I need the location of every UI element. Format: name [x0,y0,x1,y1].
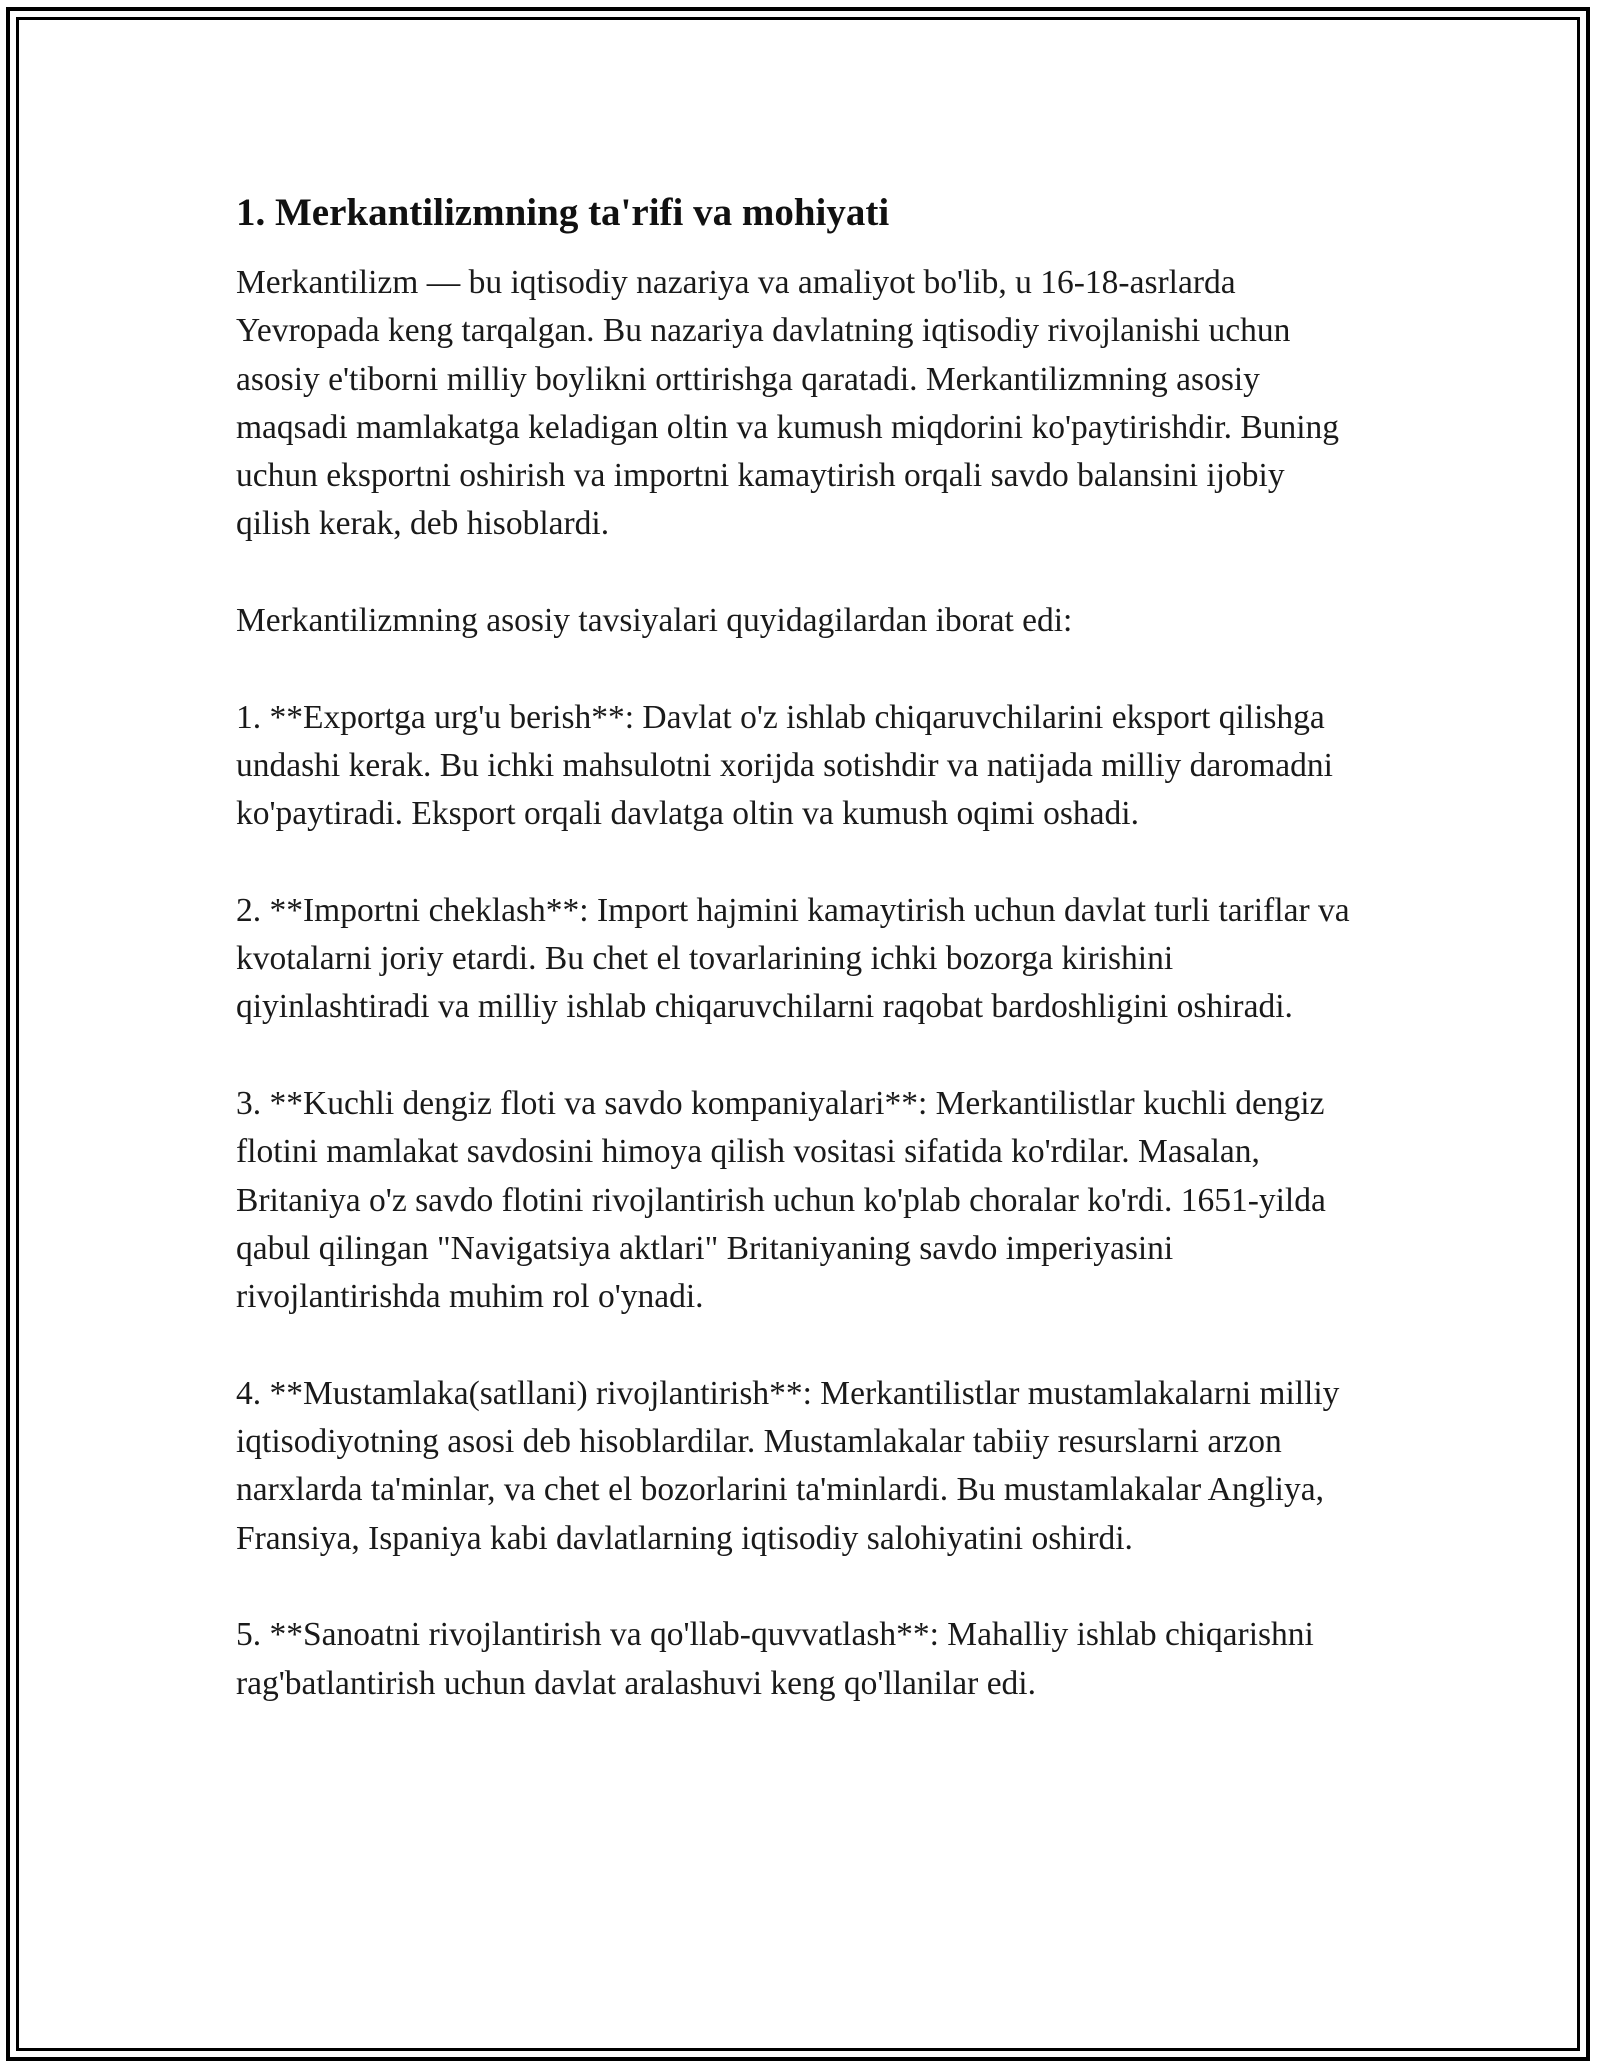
paragraph-recommendations-lead: Merkantilizmning asosiy tavsiyalari quyidagilardan iborat edi: [236,602,1073,640]
list-item-colonies: 4. **Mustamlaka(satllani) rivojlantirish**: Merkantilistlar mustamlakalarni milliy iqtisodiyotning asosi deb hisoblardilar. Mustamlakalar tabiiy resurslarni arzon narxlarda ta'minlar, va chet el bozorlarini ta'minlardi. Bu mustamlakalar Angliya, Fransiya, Ispaniya kabi davlatlarning iqtisodiy salohiyatini oshirdi. [236,1374,1340,1557]
list-item-industry: 5. **Sanoatni rivojlantirish va qo'llab-quvvatlash**: Mahalliy ishlab chiqarishni rag'batlantirish uchun davlat aralashuvi keng qo'llanilar edi. [236,1616,1314,1702]
list-item-navy-trade: 3. **Kuchli dengiz floti va savdo kompaniyalari**: Merkantilistlar kuchli dengiz flotini mamlakat savdosini himoya qilish vositasi sifatida ko'rdilar. Masalan, Britaniya o'z savdo flotini rivojlantirish uchun ko'plab choralar ko'rdi. 1651-yilda qabul qilingan "Navigatsiya aktlari" Britaniyaning savdo imperiyasini rivojlantirishda muhim rol o'ynadi. [236,1085,1326,1316]
document-body [236,185,1366,1708]
paragraph-intro: Merkantilizm — bu iqtisodiy nazariya va amaliyot bo'lib, u 16-18-asrlarda Yevropada keng tarqalgan. Bu nazariya davlatning iqtisodiy rivojlanishi uchun asosiy e'tiborni milliy boylikni orttirishga qaratadi. Merkantilizmning asosiy maqsadi mamlakatga keladigan oltin va kumush miqdorini ko'paytirishdir. Buning uchun eksportni oshirish va importni kamaytirish orqali savdo balansini ijobiy qilish kerak, deb hisoblardi. [236,264,1339,543]
list-item-import: 2. **Importni cheklash**: Import hajmini kamaytirish uchun davlat turli tariflar va kvotalarni joriy etardi. Bu chet el tovarlarining ichki bozorga kirishini qiyinlashtiradi va milliy ishlab chiqaruvchilarni raqobat bardoshligini oshiradi. [236,891,1350,1026]
section-heading: 1. Merkantilizmning ta'rifi va mohiyati [236,191,890,234]
list-item-export: 1. **Exportga urg'u berish**: Davlat o'z ishlab chiqaruvchilarini eksport qilishga undashi kerak. Bu ichki mahsulotni xorijda sotishdir va natijada milliy daromadni ko'paytiradi. Eksport orqali davlatga oltin va kumush oqimi oshadi. [236,698,1333,833]
